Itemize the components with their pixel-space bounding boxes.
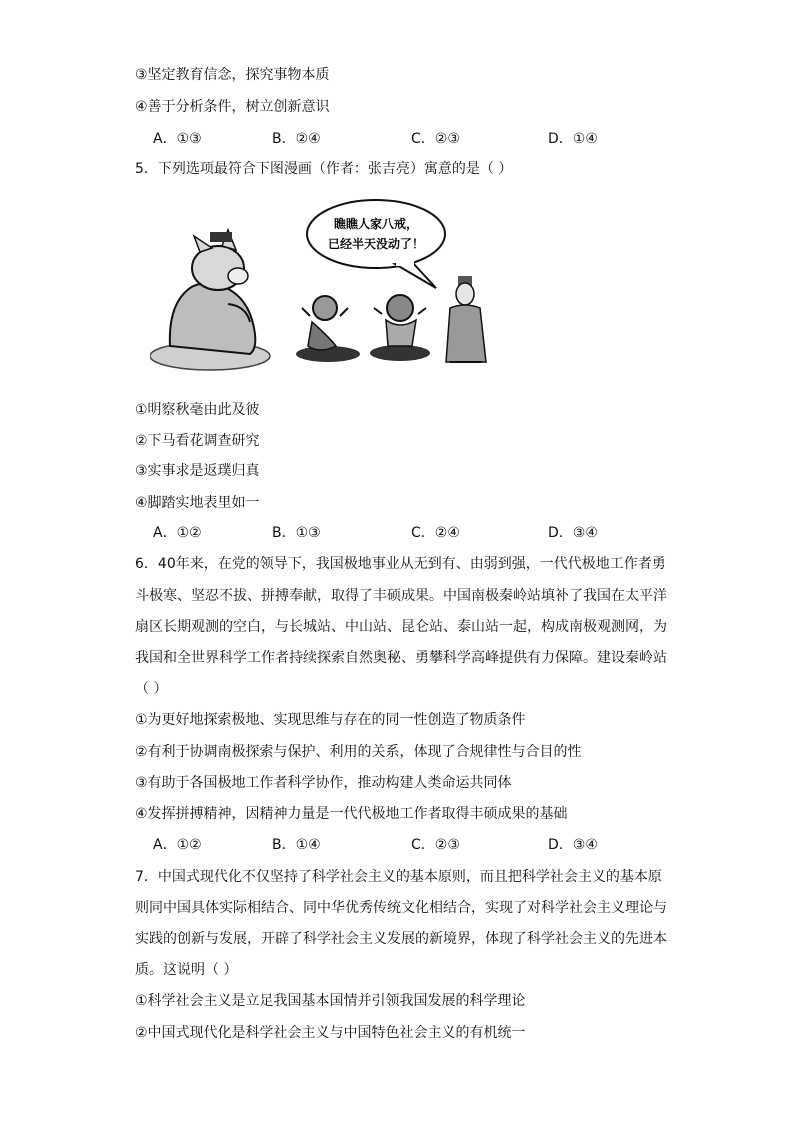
q6-stem-line-1: 6．40年来，在党的领导下，我国极地事业从无到有、由弱到强，一代代极地工作者勇 — [135, 556, 666, 572]
q6-option-b[interactable]: B．①④ — [272, 837, 321, 853]
q6-statement-4: ④发挥拼搏精神，因精神力量是一代代极地工作者取得丰硕成果的基础 — [135, 806, 568, 822]
bubble-line-2: 已经半天没动了！ — [327, 237, 425, 251]
q6-stem-line-5: （ ） — [135, 681, 168, 697]
q7-statement-2: ②中国式现代化是科学社会主义与中国特色社会主义的有机统一 — [135, 1025, 526, 1041]
q4-option-a[interactable]: A．①③ — [153, 131, 202, 147]
q5-option-b[interactable]: B．①③ — [272, 525, 321, 541]
q6-statement-3: ③有助于各国极地工作者科学协作，推动构建人类命运共同体 — [135, 775, 512, 791]
q7-stem-line-2: 则同中国具体实际相结合、同中华优秀传统文化相结合，实现了对科学社会主义理论与 — [135, 900, 667, 916]
pig-figure — [170, 230, 256, 354]
q5-stem: 5．下列选项最符合下图漫画（作者：张吉亮）寓意的是（ ） — [135, 161, 513, 177]
q5-option-c[interactable]: C．②④ — [411, 525, 460, 541]
q6-stem-line-2: 斗极寒、坚忍不拔、拼搏奉献，取得了丰硕成果。中国南极秦岭站填补了我国在太平洋 — [135, 588, 667, 604]
q5-statement-1: ①明察秋毫由此及彼 — [135, 402, 260, 418]
sandy-mat — [370, 345, 430, 361]
q7-stem-line-4: 质。这说明（ ） — [135, 962, 238, 978]
q4-statement-3: ③坚定教育信念，探究事物本质 — [135, 67, 330, 83]
q6-option-c[interactable]: C．②③ — [411, 837, 460, 853]
q6-option-a[interactable]: A．①② — [153, 837, 202, 853]
q7-stem-line-3: 实践的创新与发展，开辟了科学社会主义发展的新境界，体现了科学社会主义的先进本 — [135, 931, 667, 947]
monk-figure — [446, 276, 486, 362]
speech-bubble — [307, 200, 445, 288]
q4-option-b[interactable]: B．②④ — [272, 131, 321, 147]
q6-statement-1: ①为更好地探索极地、实现思维与存在的同一性创造了物质条件 — [135, 712, 526, 728]
sandy-figure — [374, 295, 426, 346]
monkey-figure — [302, 296, 348, 350]
q5-statement-2: ②下马看花调查研究 — [135, 433, 260, 449]
q5-statement-4: ④脚踏实地表里如一 — [135, 495, 260, 511]
q4-option-c[interactable]: C．②③ — [411, 131, 460, 147]
q6-statement-2: ②有利于协调南极探索与保护、利用的关系，体现了合规律性与合目的性 — [135, 744, 582, 760]
q4-option-d[interactable]: D．①④ — [548, 131, 598, 147]
q6-stem-line-4: 我国和全世界科学工作者持续探索自然奥秘、勇攀科学高峰提供有力保障。建设秦岭站 — [135, 650, 667, 666]
q5-option-d[interactable]: D．③④ — [548, 525, 598, 541]
q5-option-a[interactable]: A．①② — [153, 525, 202, 541]
q6-option-d[interactable]: D．③④ — [548, 837, 598, 853]
q4-statement-4: ④善于分析条件，树立创新意识 — [135, 99, 330, 115]
q6-stem-line-3: 扇区长期观测的空白，与长城站、中山站、昆仑站、泰山站一起，构成南极观测网，为 — [135, 619, 667, 635]
cartoon-illustration — [150, 196, 508, 374]
bubble-line-1: 瞧瞧人家八戒， — [333, 217, 419, 231]
q7-stem-line-1: 7．中国式现代化不仅坚持了科学社会主义的基本原则，而且把科学社会主义的基本原 — [135, 869, 662, 885]
q7-statement-1: ①科学社会主义是立足我国基本国情并引领我国发展的科学理论 — [135, 993, 526, 1009]
q5-statement-3: ③实事求是返璞归真 — [135, 463, 260, 479]
